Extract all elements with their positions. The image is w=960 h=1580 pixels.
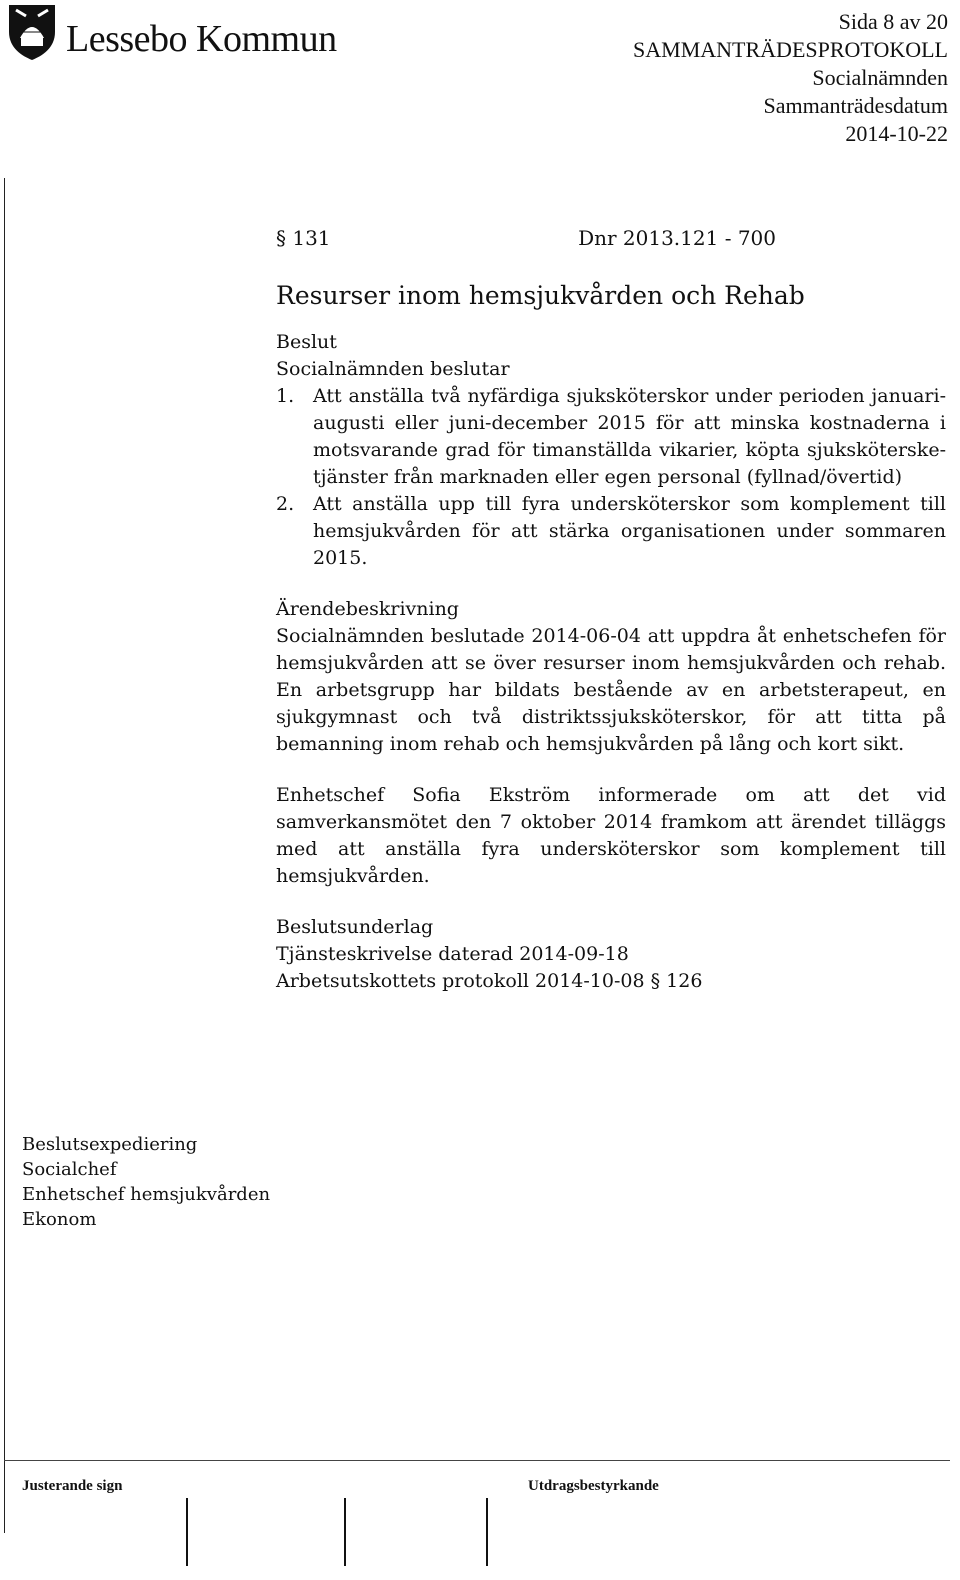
signature-box-divider bbox=[344, 1498, 346, 1566]
meeting-date-label: Sammanträdesdatum bbox=[763, 93, 948, 118]
decision-number: 1. bbox=[276, 385, 295, 407]
distribution-heading: Beslutsexpediering bbox=[22, 1134, 198, 1155]
decision-heading: Beslut bbox=[276, 331, 337, 353]
list-item bbox=[276, 383, 946, 491]
paragraph-value: 131 bbox=[292, 226, 331, 250]
basis-section bbox=[276, 914, 946, 995]
list-item bbox=[276, 491, 946, 572]
board-name: Socialnämnden bbox=[812, 65, 948, 90]
decision-text: Att anställa upp till fyra undersköterskor som komplement till hemsjukvården för att stärka organisationen under sommaren 2015. bbox=[313, 493, 946, 569]
certification-label: Utdragsbestyrkande bbox=[528, 1478, 659, 1494]
municipality-crest-icon bbox=[6, 2, 58, 62]
org-logo bbox=[6, 2, 337, 62]
description-paragraph: Enhetschef Sofia Ekström informerade om att det vid samverkansmötet den 7 oktober 2014 framkom att ärendet tilläggs med att anställa fyra undersköterskor som komplement till hemsjukvården. bbox=[276, 784, 946, 887]
decision-list bbox=[276, 383, 946, 572]
description-section-2 bbox=[276, 782, 946, 890]
meeting-date: 2014-10-22 bbox=[845, 121, 948, 146]
recipient: Socialchef bbox=[22, 1159, 117, 1180]
footer-rule bbox=[4, 1460, 950, 1461]
agenda-item bbox=[276, 225, 946, 995]
recipient: Enhetschef hemsjukvården bbox=[22, 1184, 271, 1205]
basis-heading: Beslutsunderlag bbox=[276, 916, 434, 938]
margin-rule bbox=[4, 178, 5, 1533]
signature-box-divider bbox=[186, 1498, 188, 1566]
description-section bbox=[276, 596, 946, 758]
org-name: Lessebo Kommun bbox=[66, 18, 337, 60]
decision-text: Att anställa två nyfärdiga sjuksköterskor under perioden januari-augusti eller juni-december 2015 för att minska kostnaderna i motsvarande grad för timanställda vikarier, köpta sjukskötersketjänster från marknaden eller egen personal (fyllnad/övertid) bbox=[313, 385, 946, 488]
page-number: Sida 8 av 20 bbox=[838, 9, 948, 34]
paragraph-number: § 131 bbox=[276, 226, 331, 250]
signature-box-divider bbox=[486, 1498, 488, 1566]
description-paragraph: Socialnämnden beslutade 2014-06-04 att uppdra åt enhetschefen för hemsjukvården att se över resurser inom hemsjukvården och rehab. En arbetsgrupp har bildats bestående av en arbetsterapeut, en sjukgymnast och två distriktssjuksköterskor, för att titta på bemanning inom rehab och hemsjukvården på lång och kort sikt. bbox=[276, 625, 946, 755]
document-type: SAMMANTRÄDESPROTOKOLL bbox=[633, 37, 948, 62]
document-header bbox=[633, 8, 948, 148]
basis-item: Arbetsutskottets protokoll 2014-10-08 § 126 bbox=[276, 970, 703, 992]
case-number: Dnr 2013.121 - 700 bbox=[578, 226, 776, 250]
description-heading: Ärendebeskrivning bbox=[276, 598, 459, 620]
item-title: Resurser inom hemsjukvården och Rehab bbox=[276, 281, 805, 310]
justification-label: Justerande sign bbox=[22, 1478, 123, 1494]
item-meta bbox=[276, 225, 776, 252]
decision-intro: Socialnämnden beslutar bbox=[276, 358, 510, 380]
basis-item: Tjänsteskrivelse daterad 2014-09-18 bbox=[276, 943, 629, 965]
distribution-list bbox=[22, 1132, 270, 1232]
recipient: Ekonom bbox=[22, 1209, 97, 1230]
decision-number: 2. bbox=[276, 493, 295, 515]
